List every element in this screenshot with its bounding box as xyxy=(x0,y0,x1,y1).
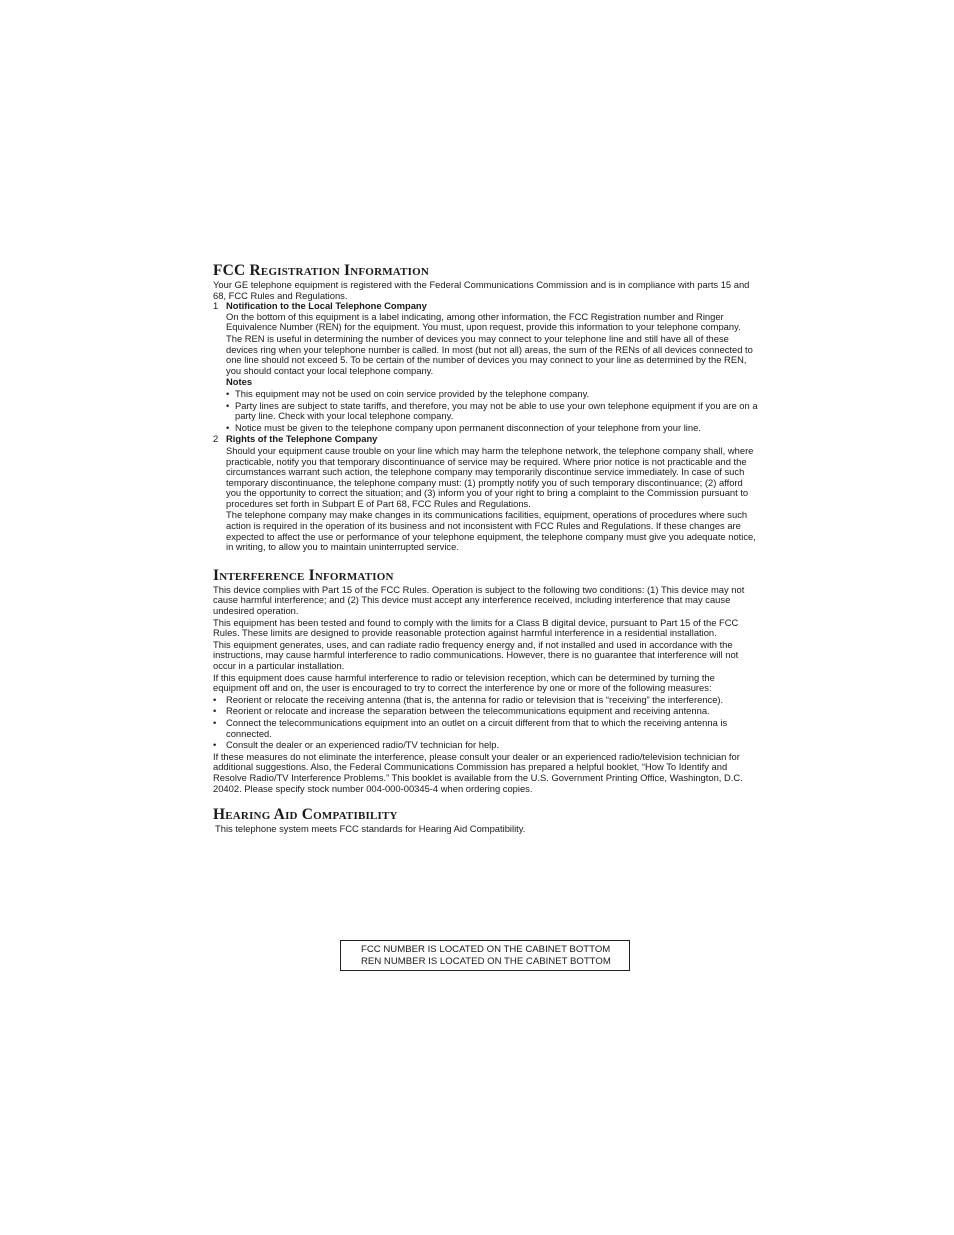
list-item xyxy=(213,706,758,717)
list-item xyxy=(226,389,758,400)
bullet: • xyxy=(213,739,217,751)
bullet: • xyxy=(213,693,217,705)
item-number: 2 xyxy=(213,433,219,445)
notes-title: Notes xyxy=(226,376,253,388)
item-title: Notification to the Local Telephone Company xyxy=(226,300,427,312)
bullet: • xyxy=(213,716,217,728)
item-title: Rights of the Telephone Company xyxy=(226,433,378,445)
item-1-body xyxy=(226,312,758,434)
item-2-title-row xyxy=(213,434,758,445)
list-item-text: Notice must be given to the telephone company upon permanent disconnection of your telephone from your line. xyxy=(235,421,701,433)
bullet: • xyxy=(213,705,217,717)
paragraph: The REN is useful in determining the number of devices you may connect to your telephone line and still have all of these devices ring when your telephone number is called. In most (but not all) areas, the sum of the RENs of all devices connected to one line should not exceed 5. To be certain of the number of devices you may connect to your line as determined by the REN, you should contact your local telephone company. xyxy=(226,332,753,376)
list-item xyxy=(226,423,758,434)
paragraph: Should your equipment cause trouble on your line which may harm the telephone network, the telephone company shall, where practicable, notify you that temporary discontinuance of service may be required. Where prior notice is not practicable and the circumstances warrant such action, the telephone company may temporarily discontinue service immediately. In case of such temporary discontinuance, the telephone company must: (1) promptly notify you of such temporary discontinuance; (2) afford you the opportunity to correct the situation; and (3) inform you of your right to bring a complaint to the Commission pursuant to procedures set forth in Subpart E of Part 68, FCC Rules and Regulations. xyxy=(226,444,754,509)
list-item-text: This equipment may not be used on coin service provided by the telephone company. xyxy=(235,387,590,399)
interference-heading: Interference Information xyxy=(213,566,394,584)
paragraph: The telephone company may make changes in its communications facilities, equipment, operations of procedures where such action is required in the operation of its business and not inconsistent with FCC Rules and Regulations. If these changes are expected to affect the use or performance of your telephone equipment, the telephone company must give you adequate notice, in writing, to allow you to maintain uninterrupted service. xyxy=(226,509,756,553)
document-body xyxy=(213,262,758,835)
hearing-aid-heading: Hearing Aid Compatibility xyxy=(213,806,398,824)
bullet: • xyxy=(226,421,230,433)
list-item xyxy=(213,718,758,739)
paragraph: On the bottom of this equipment is a label indicating, among other information, the FCC Registration number and Ringer Equivalence Number (REN) for the equipment. You must, upon request, provide this information to your telephone company. xyxy=(226,310,741,333)
list-item xyxy=(213,695,758,706)
list-item-text: Reorient or relocate and increase the separation between the telecommunications equipment and receiving antenna. xyxy=(226,705,710,717)
bullet: • xyxy=(226,387,230,399)
fcc-intro: Your GE telephone equipment is registered with the Federal Communications Commission and is in compliance with parts 15 and 68, FCC Rules and Regulations. xyxy=(213,279,750,301)
list-item-text: Party lines are subject to state tariffs, and therefore, you may not be able to use your own telephone equipment if you are on a party line. Check with your local telephone company. xyxy=(235,399,758,422)
list-item xyxy=(213,740,758,751)
paragraph: This device complies with Part 15 of the FCC Rules. Operation is subject to the following two conditions: (1) This device may not cause harmful interference; and (2) This device must accept any interference received, including interference that may cause undesired operation. xyxy=(213,583,745,617)
list-item-text: Consult the dealer or an experienced radio/TV technician for help. xyxy=(226,739,500,751)
paragraph: This equipment has been tested and found to comply with the limits for a Class B digital device, pursuant to Part 15 of the FCC Rules. These limits are designed to provide reasonable protection against harmful interference in a residential installation. xyxy=(213,616,739,639)
label-location-box xyxy=(340,940,630,971)
paragraph: If these measures do not eliminate the interference, please consult your dealer or an experienced radio/television technician for additional suggestions. Also, the Federal Communications Commission has prepared a helpful booklet, “How To Identify and Resolve Radio/TV Interference Problems.” This booklet is available from the U.S. Government Printing Office, Washington, D.C. 20402. Please specify stock number 004-000-00345-4 when ordering copies. xyxy=(213,750,743,794)
ren-number-location: REN NUMBER IS LOCATED ON THE CABINET BOTTOM xyxy=(361,956,611,967)
list-item-text: Reorient or relocate the receiving antenna (that is, the antenna for radio or television that is “receiving” the interference). xyxy=(226,693,724,705)
fcc-number-location: FCC NUMBER IS LOCATED ON THE CABINET BOTTOM xyxy=(361,944,611,955)
bullet: • xyxy=(226,399,230,411)
list-item-text: Connect the telecommunications equipment into an outlet on a circuit different from that to which the receiving antenna is connected. xyxy=(226,716,728,739)
item-2-body xyxy=(226,446,758,553)
fcc-registration-heading: FCC Registration Information xyxy=(213,262,430,279)
paragraph: This equipment generates, uses, and can radiate radio frequency energy and, if not installed and used in accordance with the instructions, may cause harmful interference to radio communications. However, there is no guarantee that interference will not occur in a particular installation. xyxy=(213,638,739,671)
paragraph: If this equipment does cause harmful interference to radio or television reception, which can be determined by turning the equipment off and on, the user is encouraged to try to correct the interference by one or more of the following measures: xyxy=(213,671,715,694)
item-number: 1 xyxy=(213,300,219,312)
list-item xyxy=(226,401,758,422)
hearing-aid-text: This telephone system meets FCC standards for Hearing Aid Compatibility. xyxy=(215,823,526,835)
